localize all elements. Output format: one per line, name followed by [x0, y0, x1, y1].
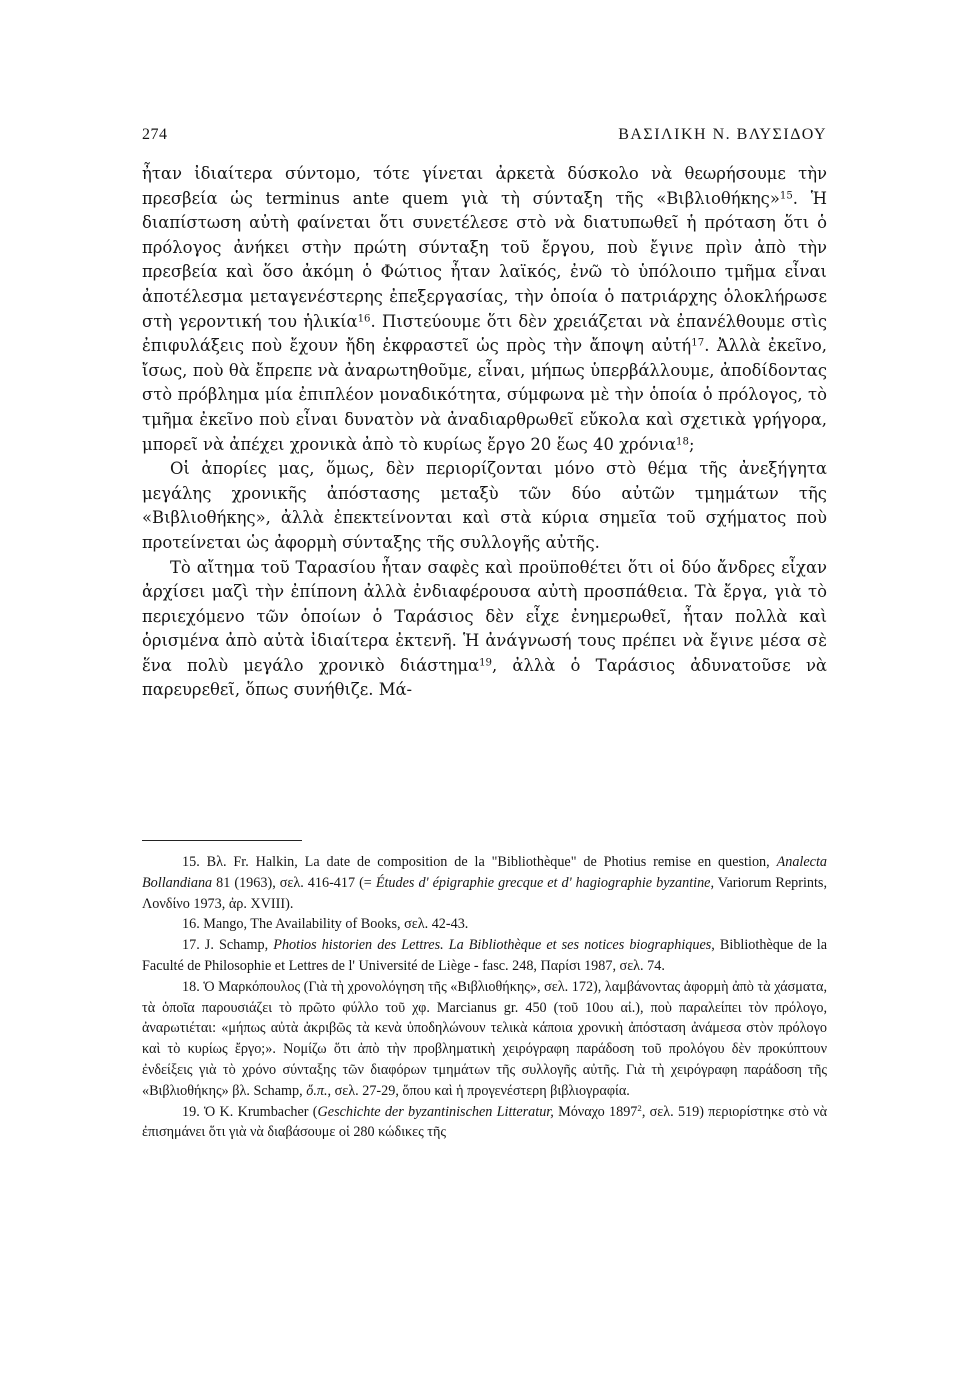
book-title: Études d' épigraphie grecque et d' hagiographie byzantine, [375, 874, 715, 891]
footnote-ref-15[interactable]: 15 [779, 190, 793, 202]
running-head: ΒΑΣΙΛΙΚΗ Ν. ΒΛΥΣΙΔΟΥ [618, 126, 827, 143]
book-title: Geschichte der byzantinischen Litteratur, [317, 1103, 554, 1120]
text-run: ; [688, 434, 695, 454]
paragraph-2: Οἱ ἀπορίες μας, ὅμως, δὲν περιορίζονται μόνο στὸ θέμα τῆς ἀνεξήγητα μεγάλης χρονικῆς ἀπόστασης μεταξὺ τῶν δύο αὐτῶν τμημάτων τῆς «Βιβλιοθήκης», ἀλλὰ ἐπεκτείνονται καὶ στὰ κύρια σημεῖα τοῦ σχήματος ποὺ προτείνεται ὡς ἀφορμὴ σύνταξης τῆς συλλογῆς αὐτῆς. [142, 459, 827, 552]
paragraph-1 [142, 162, 827, 457]
text-run: 18. Ὁ Μαρκόπουλος (Γιὰ τὴ χρονολόγηση τῆς «Βιβλιοθήκης», σελ. 172), λαμβάνοντας ἀφορμὴ ἀπὸ τὰ χάσματα, τὰ ὁποῖα παρουσιάζει τὸ πρῶτο φύλλο τοῦ χφ. Marcianus gr. 450 (τοῦ 10ου αἰ.), ποὺ παραλείπει τὸν πρόλογο, ἀναρωτιέται: «μήπως αὐτὰ ἀκριβῶς τὰ κενὰ ὑποδηλώνουν τελικὰ κάποια χρονικὴ ἀπόσταση ἀνάμεσα στὸν πρόλογο καὶ τὸ κυρίως ἔργο;». Νομίζω ὅτι ἀπὸ τὴν προβληματικὴ χειρόγραφη παράδοση τοῦ προλόγου δὲν προκύπτουν ἐνδείξεις γιὰ τὸ χρόνο σύνταξης τῶν διαφόρων τμημάτων τῆς συλλογῆς αὐτῆς. Γιὰ τὴ χειρόγραφη παράδοση τῆς «Βιβλιοθήκης» βλ. Schamp, [142, 978, 827, 1099]
footnote-17 [142, 935, 827, 977]
footnote-18 [142, 977, 827, 1102]
footnote-ref-16[interactable]: 16 [357, 312, 371, 324]
footnote-ref-18[interactable]: 18 [676, 435, 689, 447]
footnote-16: 16. Mango, The Availability of Books, σελ. 42-43. [182, 916, 469, 933]
text-run: . Ἡ διαπίστωση αὐτὴ φαίνεται ὅτι συνετέλεσε στὸ νὰ διατυπωθεῖ ἡ πρόταση ὅτι ὁ πρόλογος ἀνήκει στὴν πρώτη σύνταξη τοῦ ἔργου, ποὺ ἔγινε πρὶν ἀπὸ τὴν πρεσβεία καὶ ὅσο ἀκόμη ὁ Φώτιος ἦταν λαϊκός, ἐνῶ τὸ ὑπόλοιπο τμῆμα εἶναι ἀποτέλεσμα μεταγενέστερης ἐπεξεργασίας, τὴν ὁποία ὁ πατριάρχης ὁλοκλήρωσε στὴ γεροντική του ἡλικία [142, 188, 827, 331]
footnote-19 [142, 1102, 827, 1144]
footnote-15 [142, 852, 827, 914]
main-text [142, 162, 827, 703]
text-run: Μόναχο 1897 [553, 1103, 638, 1120]
footnote-ref-17[interactable]: 17 [691, 337, 705, 349]
text-run: , ἀλλὰ ὁ Ταράσιος ἀδυνατοῦσε νὰ παρευρεθεῖ, ὅπως συνήθιζε. Μά- [142, 655, 827, 700]
page-header [142, 126, 827, 150]
text-run: ἦταν ἰδιαίτερα σύντομο, τότε γίνεται ἀρκετὰ δύσκολο νὰ θεωρήσουμε τὴν πρεσβεία ὡς terminus ante quem γιὰ τὴ σύνταξη τῆς «Βιβλιοθήκης» [142, 164, 827, 208]
text-run: , σελ. 519) περιορίστηκε στὸ νὰ ἐπισημάνει ὅτι γιὰ νὰ διαβάσουμε οἱ 280 κώδικες τῆς [142, 1103, 828, 1141]
text-run: Variorum Reprints, Λονδίνο 1973, ἀρ. XVIII). [142, 874, 828, 912]
abbreviation: ὅ.π. [306, 1082, 328, 1099]
journal-title: Analecta Bollandiana [142, 854, 827, 891]
text-run: . Ἀλλὰ ἐκεῖνο, ἴσως, ποὺ θὰ ἔπρεπε νὰ ἀναρωτηθοῦμε, εἶναι, μήπως ὑπερβάλλουμε, ἀποδίδοντας στὸ πρόβλημα μία ἐπιπλέον μοναδικότητα, σύμφωνα μὲ τὴν ὁποία ὁ πρόλογος, τὸ τμῆμα ἐκεῖνο ποὺ εἶναι δυνατὸν νὰ ἀναδιαρθρωθεῖ εὔκολα καὶ σχετικὰ γρήγορα, μπορεῖ νὰ ἀπέχει χρονικὰ ἀπὸ τὸ κυρίως ἔργο 20 ἕως 40 χρόνια [142, 336, 827, 454]
text-run: Τὸ αἴτημα τοῦ Ταρασίου ἦταν σαφὲς καὶ προϋποθέτει ὅτι οἱ δύο ἄνδρες εἶχαν ἀρχίσει μαζὶ τὴν ἐπίπονη ἀλλὰ ἐνδιαφέρουσα αὐτὴ προσπάθεια. Τὰ ἔργα, γιὰ τὸ περιεχόμενο τῶν ὁποίων ὁ Ταράσιος δὲν εἶχε ἐνημερωθεῖ, ἦταν πολλὰ καὶ ὁρισμένα ἀπὸ αὐτὰ ἰδιαίτερα ἐκτενῆ. Ἡ ἀνάγνωσή τους πρέπει νὰ ἔγινε μέσα σὲ ἕνα πολὺ μεγάλο χρονικὸ διάστημα [142, 557, 827, 675]
text-run: , σελ. 27-29, ὅπου καὶ ἡ προγενέστερη βιβλιογραφία. [327, 1082, 630, 1099]
text-run: 15. Βλ. Fr. Halkin, La date de composition de la "Bibliothèque" de Photius remise en question, [182, 854, 777, 870]
text-run: . Πιστεύουμε ὅτι δὲν χρειάζεται νὰ ἐπανέλθουμε στὶς ἐπιφυλάξεις ποὺ ἔχουν ἤδη ἐκφραστεῖ ὡς πρὸς τὴν ἄποψη αὐτή [142, 311, 827, 356]
paragraph-3 [142, 556, 827, 704]
text-run: 81 (1963), σελ. 416-417 (= [212, 874, 376, 891]
edition-superscript: 2 [637, 1102, 642, 1113]
footnote-separator [142, 840, 302, 841]
footnotes [142, 852, 827, 1143]
footnote-ref-19[interactable]: 19 [479, 657, 492, 669]
page-number: 274 [142, 126, 168, 143]
text-run: Bibliothèque de la Faculté de Philosophie et Lettres de l' Université de Liège - fasc. 248, Παρίσι 1987, σελ. 74. [142, 937, 827, 974]
text-run: 17. J. Schamp, [182, 937, 274, 954]
text-run: 19. Ὁ K. Krumbacher ( [182, 1103, 318, 1120]
book-title: Photios historien des Lettres. La Bibliothèque et ses notices biographiques, [273, 937, 715, 954]
